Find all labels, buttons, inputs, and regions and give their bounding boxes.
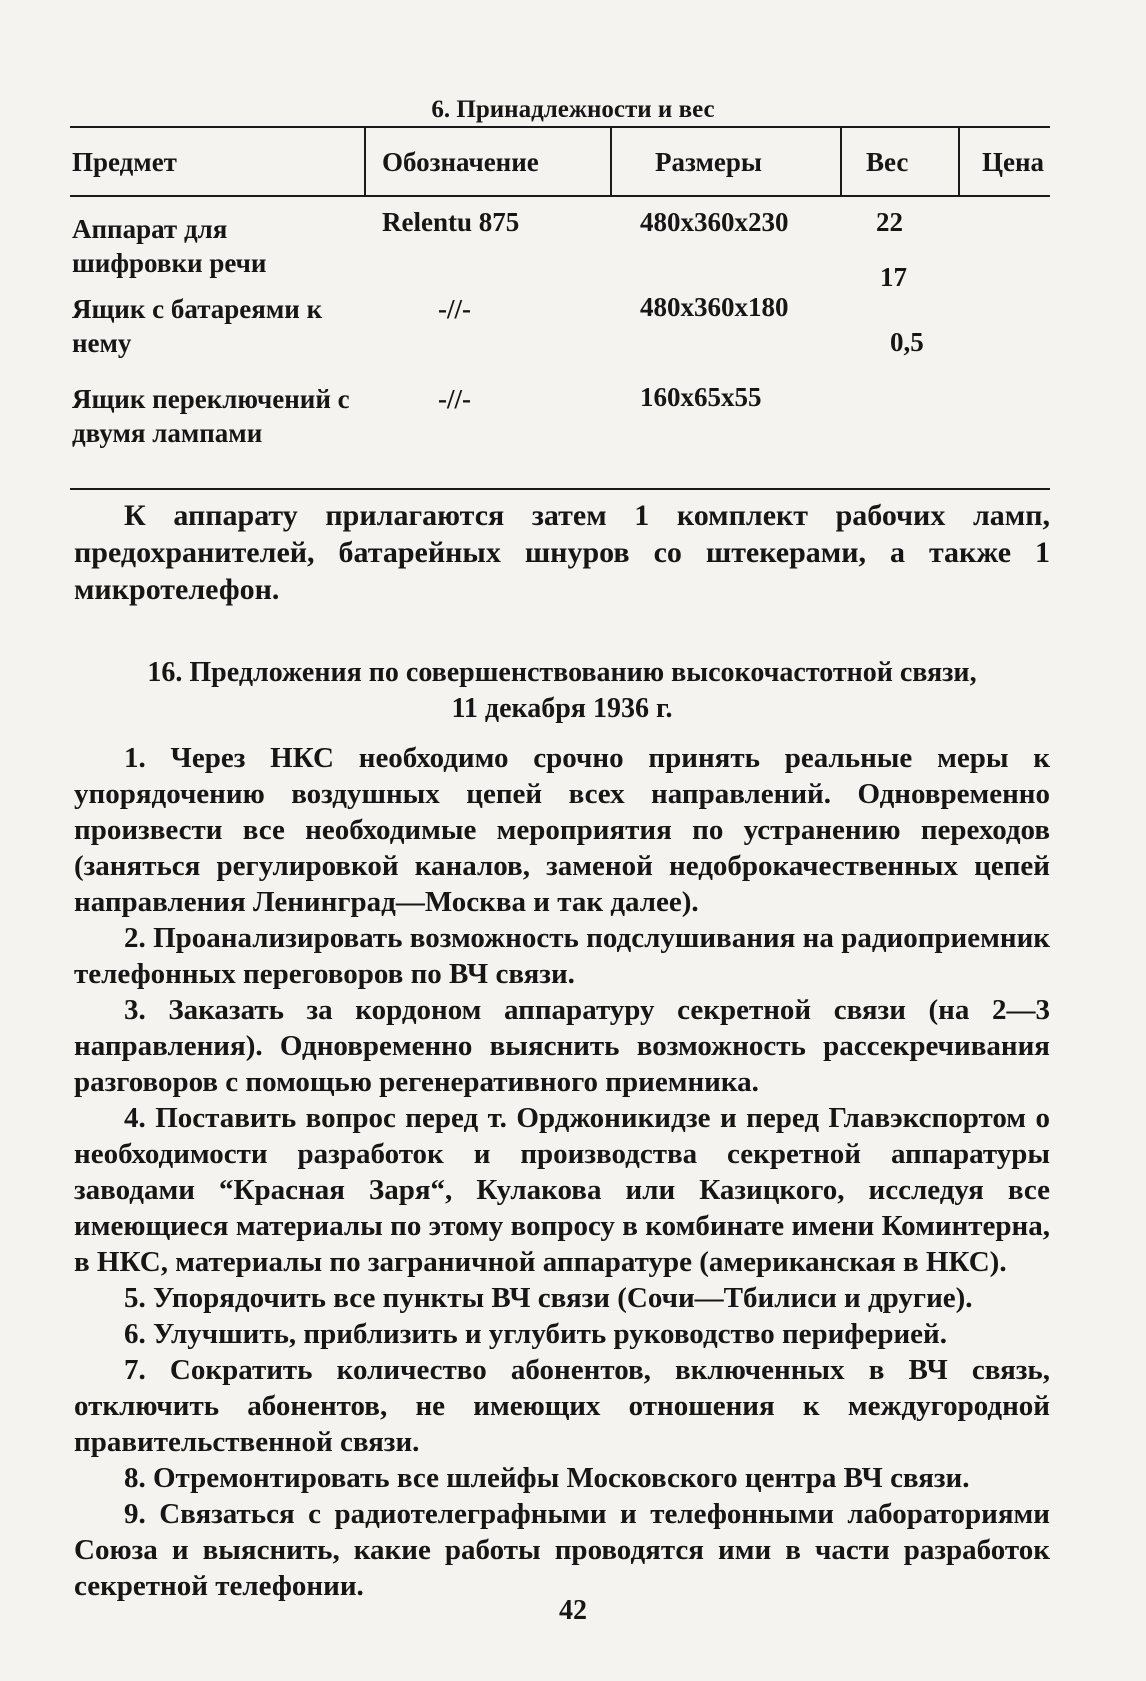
table-column-divider [610,128,612,196]
table-row-designation: -//- [438,294,471,324]
table-bottom-rule [70,488,1050,490]
table-header-weight: Вес [866,147,909,177]
table-column-divider [364,128,366,196]
table-row-designation: Relentu 875 [382,207,520,237]
table-row-size: 160х65х55 [640,382,762,412]
table-column-divider [958,128,960,196]
table-row-item: Ящик с батареями к нему [72,294,323,358]
list-item: 2. Проанализировать возможность подслушивания на радиоприемник телефонных переговоров по ВЧ связи. [74,922,1050,990]
table-row-designation: -//- [438,384,471,414]
list-item: 6. Улучшить, приблизить и углубить руководство периферией. [124,1318,947,1350]
proposals-list [74,740,1050,1604]
table-header-designation: Обозначение [382,147,539,177]
table-row-item: Аппарат для шифровки речи [72,214,267,278]
table-header-rule [70,195,1050,197]
list-item: 5. Упорядочить все пункты ВЧ связи (Сочи—Тбилиси и другие). [124,1282,973,1314]
table-row-size: 480х360х180 [640,292,789,322]
accessories-note: К аппарату прилагаются затем 1 комплект рабочих ламп, предохранителей, батарейных шнуров со штекерами, а также 1 микротелефон. [74,499,1050,606]
table-column-divider [840,128,842,196]
table-header-price: Цена [982,147,1045,177]
table-row-weight: 17 [880,262,907,292]
list-item: 9. Связаться с радиотелеграфными и телефонными лабораториями Союза и выяснить, какие работы проводятся ими в части разработок секретной телефонии. [74,1498,1050,1602]
table-section-title: 6. Принадлежности и вес [431,96,715,123]
list-item: 7. Сократить количество абонентов, включенных в ВЧ связь, отключить абонентов, не имеющих отношения к междугородной правительственной связи. [74,1354,1050,1458]
page-number: 42 [559,1595,587,1626]
table-header-size: Размеры [655,147,762,177]
table-top-rule [70,126,1050,128]
proposals-heading-line: 16. Предложения по совершенствованию высокочастотной связи, [147,657,977,688]
list-item: 1. Через НКС необходимо срочно принять реальные меры к упорядочению воздушных цепей всех направлений. Одновременно произвести все необходимые мероприятия по устранению переходов (заняться регулировкой каналов, заменой недоброкачественных цепей направления Ленинград—Москва и так далее). [74,742,1050,918]
list-item: 8. Отремонтировать все шлейфы Московского центра ВЧ связи. [124,1462,970,1494]
table-header-item: Предмет [72,147,177,177]
table-row-weight: 0,5 [890,327,924,357]
table-row-weight: 22 [876,207,903,237]
list-item: 4. Поставить вопрос перед т. Орджоникидзе и перед Главэкспортом о необходимости разработок и производства секретной аппаратуры заводами “Красная Заря“, Кулакова или Казицкого, исследуя все имеющиеся материалы по этому вопросу в комбинате имени Коминтерна, в НКС, материалы по заграничной аппаратуре (американская в НКС). [74,1102,1050,1278]
list-item: 3. Заказать за кордоном аппаратуру секретной связи (на 2—3 направления). Одновременно выяснить возможность рассекречивания разговоров с помощью регенеративного приемника. [74,994,1050,1098]
proposals-heading-date: 11 декабря 1936 г. [451,693,673,724]
table-row-size: 480х360х230 [640,207,789,237]
proposals-heading [74,655,1050,727]
table-row-item: Ящик переключений с двумя лампами [72,384,350,448]
